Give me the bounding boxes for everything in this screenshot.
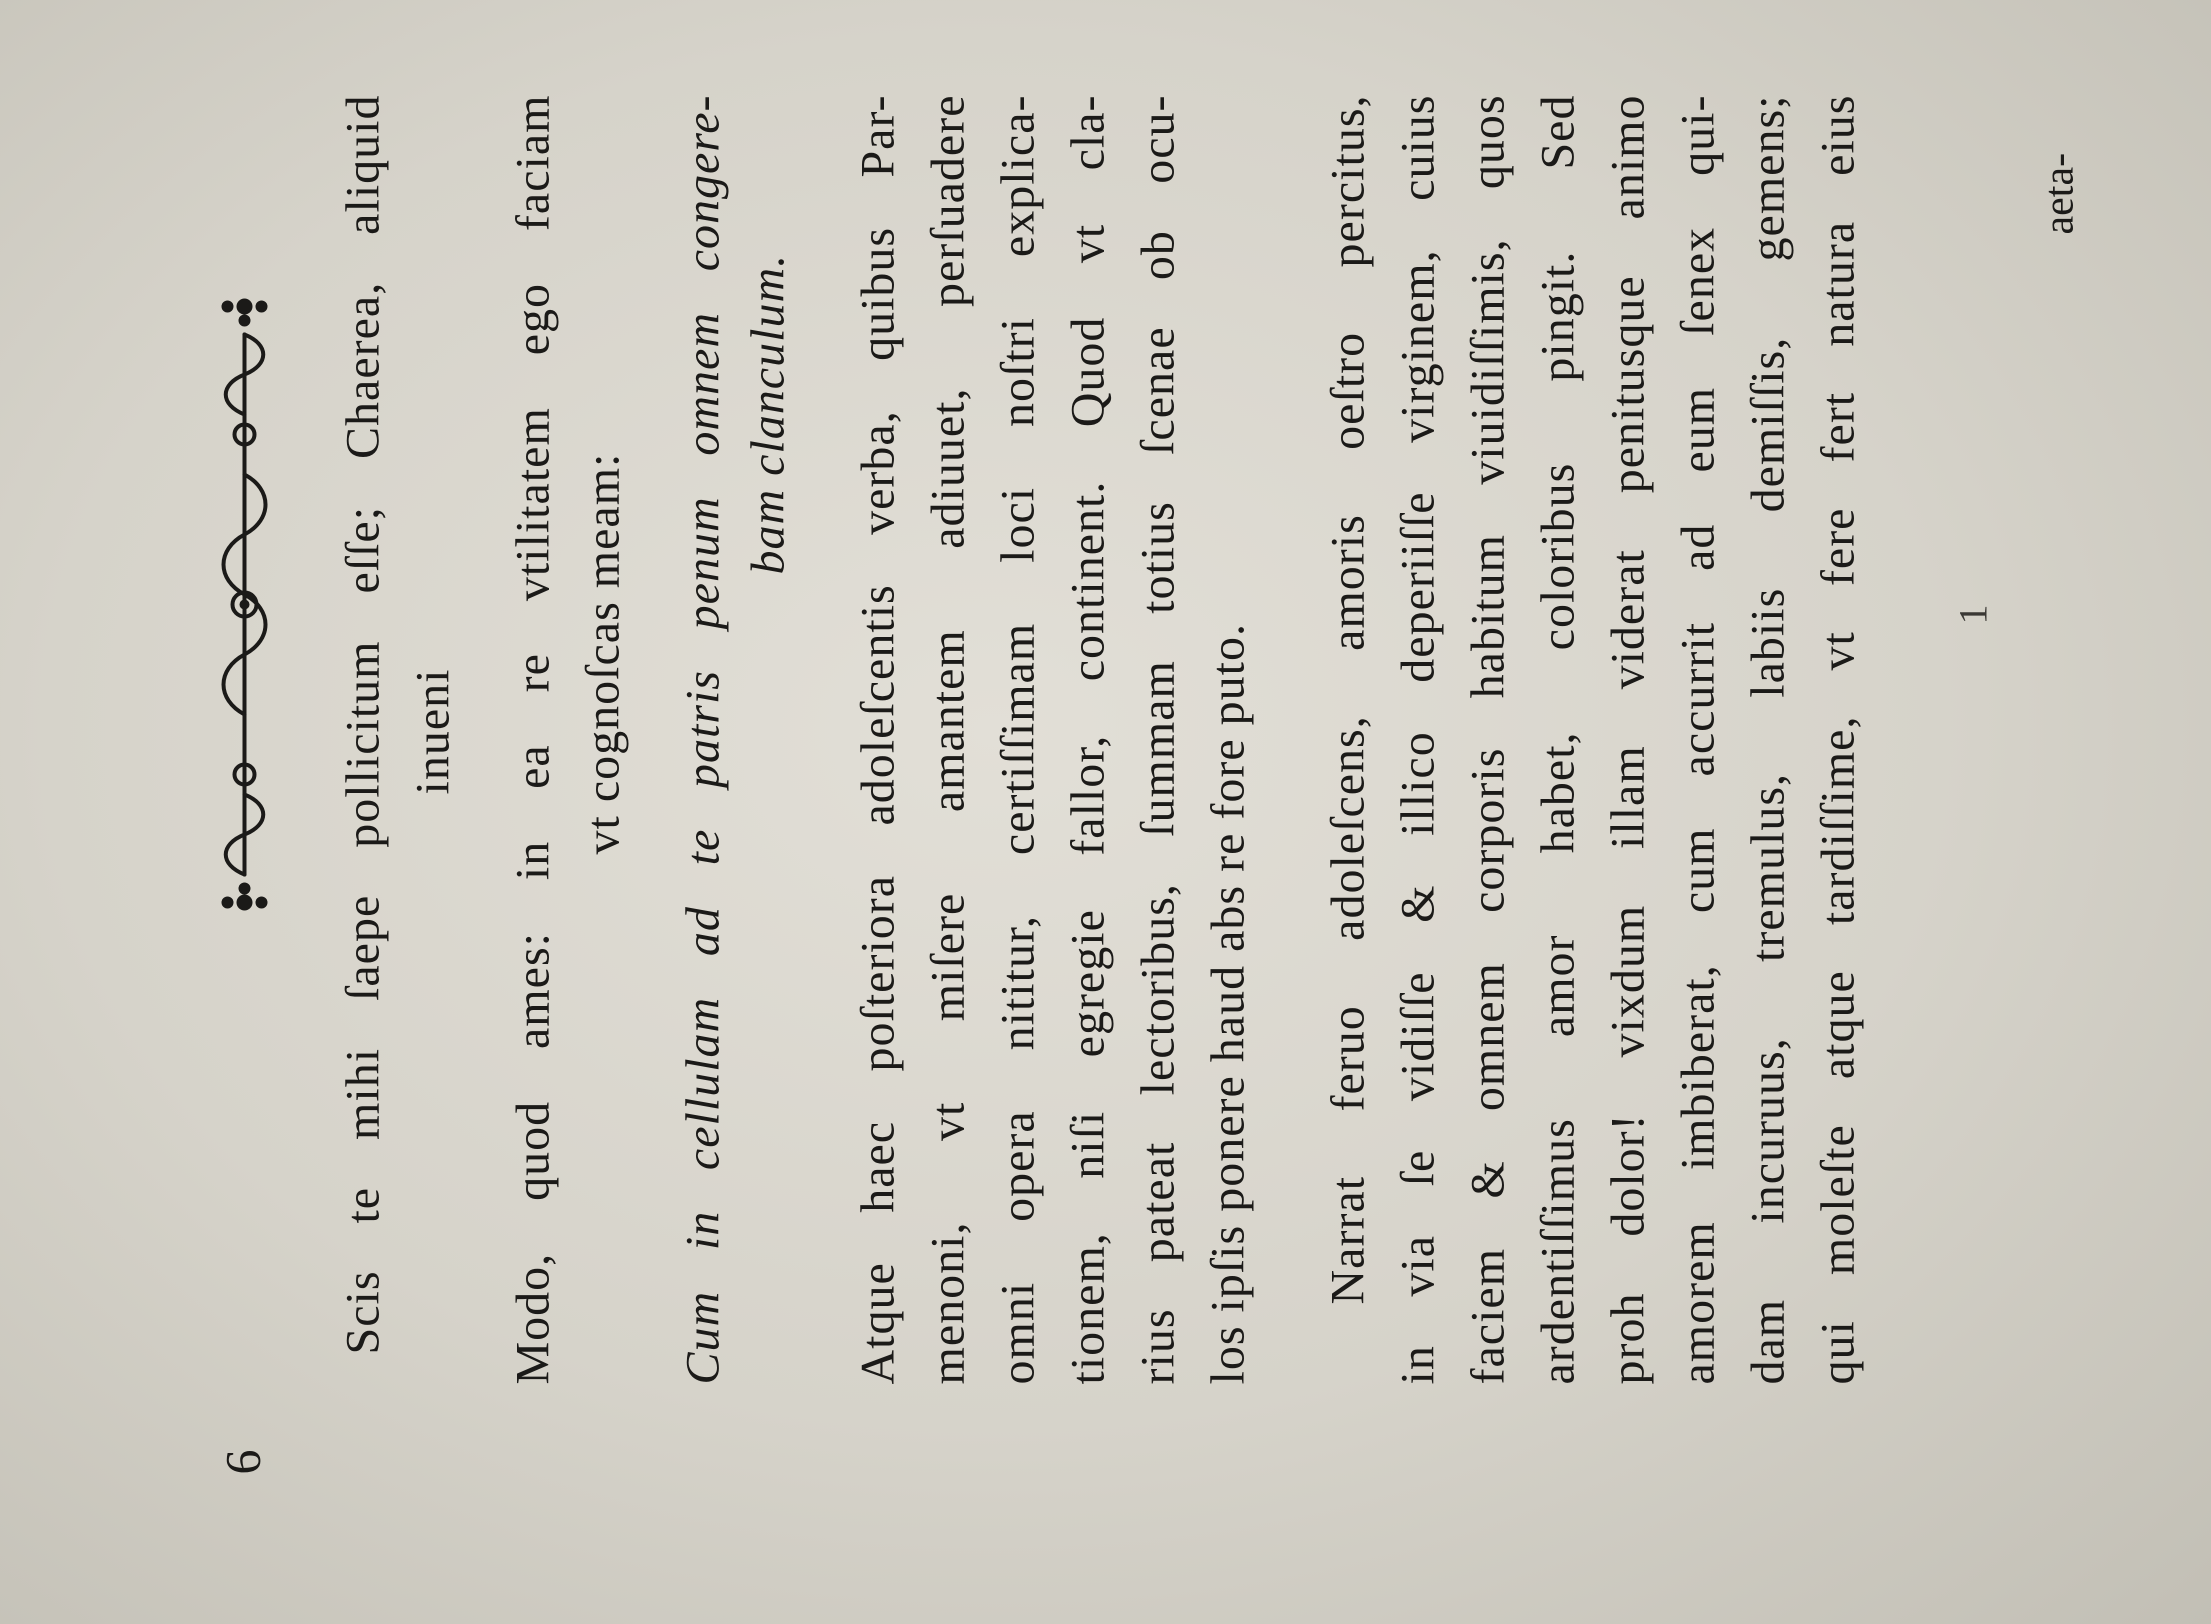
paragraph-line: tionem, niſi egregie fallor, continent. Quod vt cla- <box>1061 94 1115 1385</box>
signature-mark: 1 <box>1950 604 1996 625</box>
paragraph-line: Narrat feruo adoleſcens, amoris oeſtro percitus, <box>1321 94 1375 1305</box>
paragraph-line: rius pateat lectoribus, ſummam totius ſcenae ob ocu- <box>1131 94 1185 1385</box>
paragraph-line: qui moleſte atque tardiſſime, vt fere fert natura eius <box>1811 94 1865 1385</box>
paragraph-line: omni opera nititur, certiſſimam loci noſtri explica- <box>991 94 1045 1385</box>
verse-line: Cum in cellulam ad te patris penum omnem congere- <box>676 94 730 1385</box>
catch-word: aeta- <box>2036 152 2083 235</box>
verse-line: Scis te mihi ſaepe pollicitum eſſe; Chaerea, aliquid <box>336 94 390 1355</box>
verse-line: inueni <box>406 668 460 795</box>
paragraph-line: menoni, vt miſere amantem adiuuet, perſuadere <box>921 94 975 1385</box>
verse-line: bam clanculum. <box>741 253 795 575</box>
decorative-scroll-ornament-icon <box>210 295 280 915</box>
paragraph-line: dam incuruus, tremulus, labiis demiſſis, gemens; <box>1741 94 1795 1385</box>
paragraph-line: Atque haec poſteriora adoleſcentis verba, quibus Par- <box>851 94 905 1385</box>
paragraph-line: proh dolor! vixdum illam viderat penitusque animo <box>1601 94 1655 1385</box>
verse-line: vt cognoſcas meam: <box>576 452 630 855</box>
verse-line: Modo, quod ames: in ea re vtilitatem ego faciam <box>506 94 560 1385</box>
paragraph-line: los ipſis ponere haud abs re fore puto. <box>1201 623 1255 1385</box>
page-number: 6 <box>214 1449 271 1475</box>
paragraph-line: faciem & omnem corporis habitum viuidiſſimis, quos <box>1461 94 1515 1385</box>
paragraph-line: in via ſe vidiſſe & illico deperiiſſe virginem, cuius <box>1391 94 1445 1385</box>
book-page <box>0 1 2211 1624</box>
paragraph-line: ardentiſſimus amor habet, coloribus pingit. Sed <box>1531 94 1585 1385</box>
paragraph-line: amorem imbiberat, cum accurrit ad eum ſenex qui- <box>1671 94 1725 1385</box>
running-head <box>210 95 280 1475</box>
